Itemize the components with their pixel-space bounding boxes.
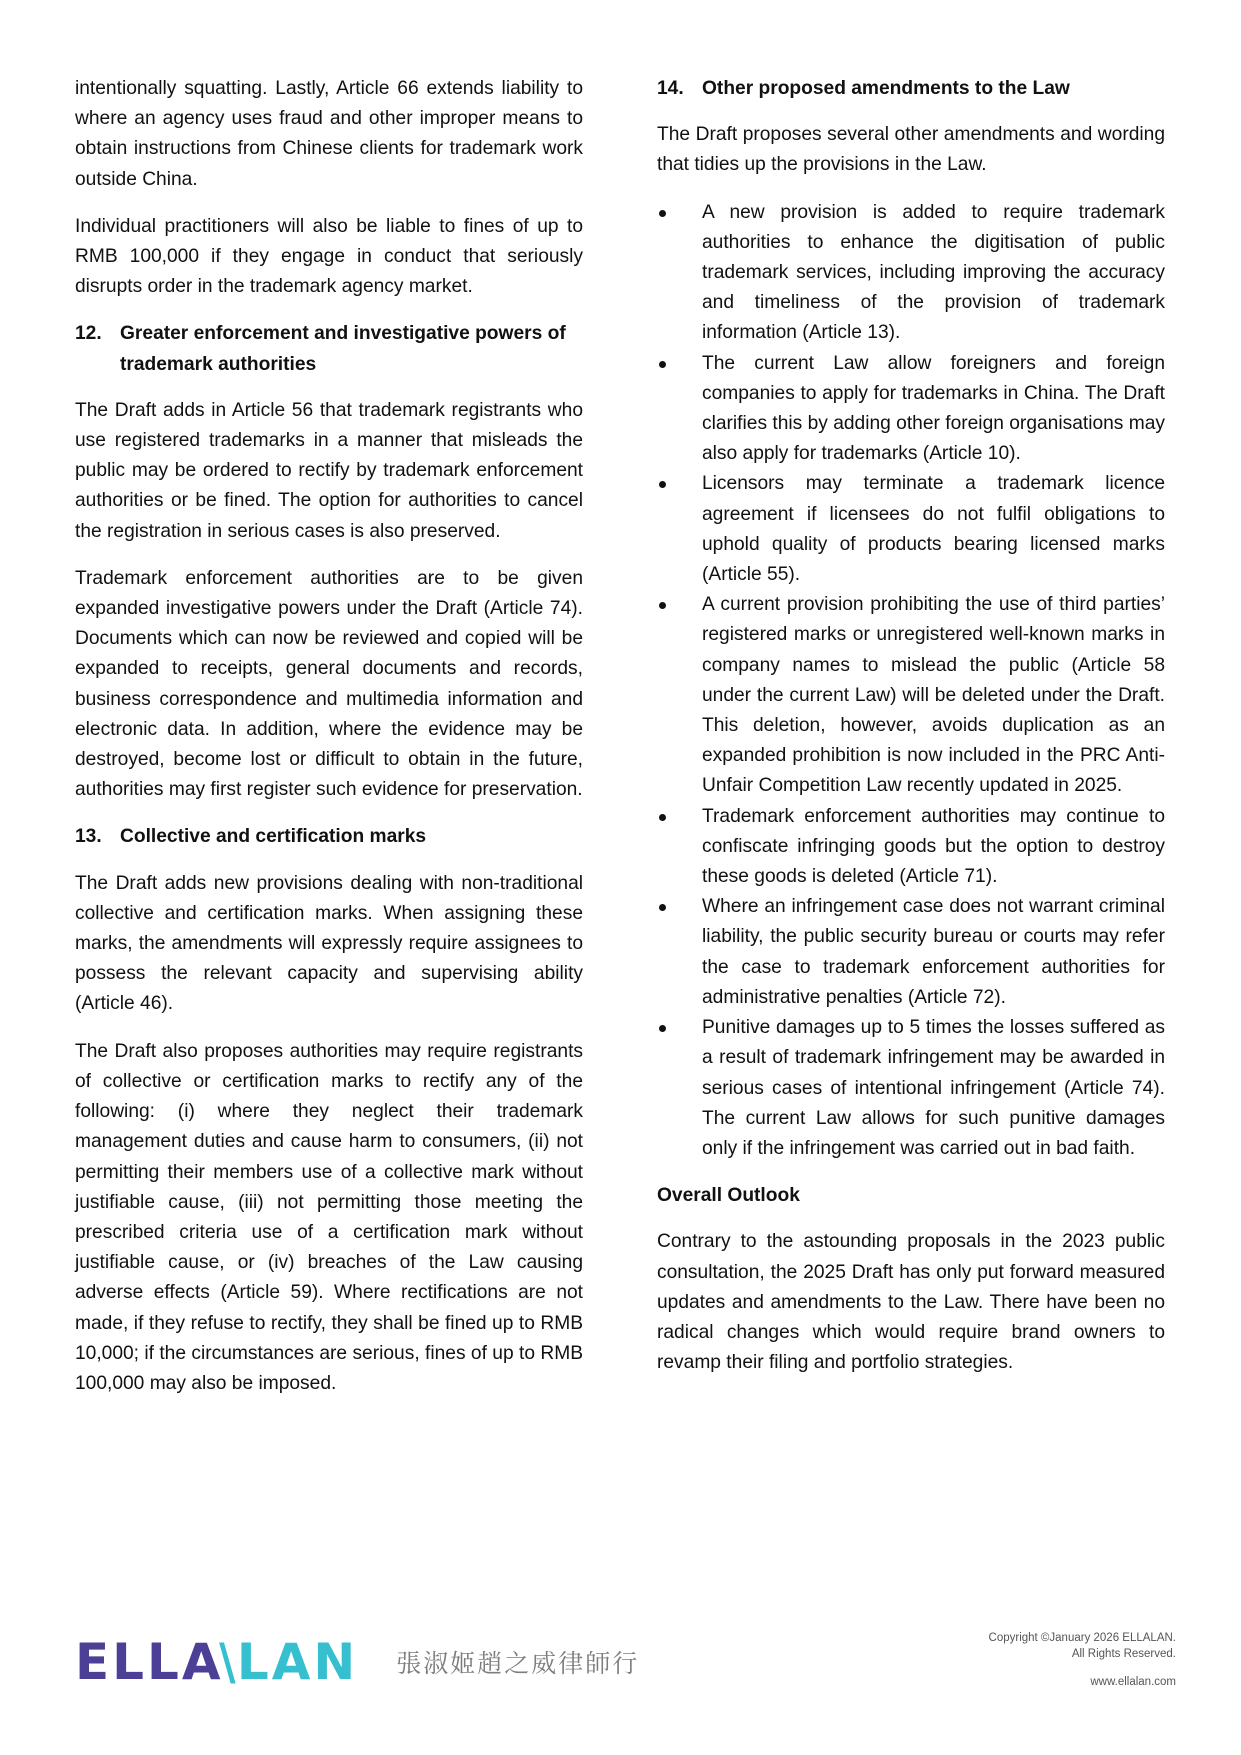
section-number: 12. (75, 323, 102, 345)
list-item: Punitive damages up to 5 times the losses suffered as a result of trademark infringement may be awarded in serious cases of intentional infringement (Article 74). The current Law allows for such punitive damages only if the infringement was carried out in bad faith. (657, 1013, 1165, 1164)
bullet-icon (657, 1013, 702, 1164)
section-heading-12 (75, 319, 583, 379)
section-number: 13. (75, 826, 102, 848)
list-item: A new provision is added to require trademark authorities to enhance the digitisation of public trademark services, including improving the accuracy and timeliness of the provision of trademark information (Article 13). (657, 198, 1165, 349)
paragraph: Trademark enforcement authorities are to be given expanded investigative powers under the Draft (Article 74). Documents which can now be reviewed and copied will be expanded to receipts, general documents and records, business correspondence and multimedia information and electronic data. In addition, where the evidence may be destroyed, become lost or difficult to obtain in the future, authorities may first register such evidence for preservation. (75, 567, 583, 801)
outlook-heading: Overall Outlook (657, 1185, 800, 1207)
logo-ella: ELLA (75, 1633, 224, 1691)
paragraph: intentionally squatting. Lastly, Article 66 extends liability to where an agency uses fraud and other improper means to obtain instructions from Chinese clients for trademark work outside China. (75, 78, 583, 190)
paragraph: The Draft adds new provisions dealing with non-traditional collective and certification marks. When assigning these marks, the amendments will expressly require assignees to possess the relevant capacity and supervising ability (Article 46). (75, 872, 583, 1015)
section-number: 14. (657, 78, 684, 99)
paragraph: The Draft proposes several other amendments and wording that tidies up the provisions in the Law. (657, 124, 1165, 176)
section-title: Greater enforcement and investigative powers of trademark authorities (120, 323, 566, 375)
bullet-icon (657, 802, 702, 893)
amendments-list (657, 198, 1165, 1165)
list-item: Trademark enforcement authorities may continue to confiscate infringing goods but the option to destroy these goods is deleted (Article 71). (657, 802, 1165, 893)
paragraph: The Draft also proposes authorities may require registrants of collective or certification marks to rectify any of the following: (i) where they neglect their trademark management duties and cause harm to consumers, (ii) not permitting their members use of a collective mark without justifiable cause, (iii) not permitting those meeting the prescribed criteria use of a certification mark without justifiable cause, or (iv) breaches of the Law causing adverse effects (Article 59). Where rectifications are not made, if they refuse to rectify, they shall be fined up to RMB 10,000; if the circumstances are serious, fines of up to RMB 100,000 may also be imposed. (75, 1040, 583, 1394)
paragraph: Contrary to the astounding proposals in the 2023 public consultation, the 2025 Draft has only put forward measured updates and amendments to the Law. There have been no radical changes which would require brand owners to revamp their filing and portfolio strategies. (657, 1231, 1165, 1374)
logo-wordmark (75, 1633, 359, 1691)
section-heading-13 (75, 822, 583, 852)
list-item: A current provision prohibiting the use of third parties’ registered marks or unregistered well-known marks in company names to mislead the public (Article 58 under the current Law) will be deleted under the Draft. This deletion, however, avoids duplication as an expanded prohibition is now included in the PRC Anti-Unfair Competition Law recently updated in 2025. (657, 590, 1165, 801)
section-title: Collective and certification marks (120, 826, 427, 848)
left-column (75, 74, 583, 1416)
logo-slash-icon: \ (218, 1633, 238, 1691)
bullet-icon (657, 590, 702, 801)
list-item: Where an infringement case does not warrant criminal liability, the public security bureau or courts may refer the case to trademark enforcement authorities for administrative penalties (Article 72). (657, 892, 1165, 1013)
bullet-icon (657, 892, 702, 1013)
bullet-icon (657, 198, 702, 349)
section-heading-14 (657, 74, 1165, 104)
footer-copyright-block (989, 1630, 1176, 1690)
website-link[interactable]: www.ellalan.com (1090, 1676, 1176, 1688)
paragraph: The Draft adds in Article 56 that trademark registrants who use registered trademarks in a manner that misleads the public may be ordered to rectify by trademark enforcement authorities or be fined. The option for authorities to cancel the registration in serious cases is also preserved. (75, 399, 583, 542)
section-title: Other proposed amendments to the Law (702, 78, 1070, 99)
firm-logo (75, 1633, 640, 1691)
logo-chinese-name: 張淑姬趙之威律師行 (396, 1649, 640, 1678)
copyright-text: Copyright ©January 2026 ELLALAN. (988, 1632, 1176, 1644)
paragraph: Individual practitioners will also be liable to fines of up to RMB 100,000 if they engage in conduct that seriously disrupts order in the trademark agency market. (75, 215, 583, 298)
list-item: The current Law allow foreigners and foreign companies to apply for trademarks in China. The Draft clarifies this by adding other foreign organisations may also apply for trademarks (Article 10). (657, 349, 1165, 470)
right-column (657, 74, 1165, 1395)
bullet-icon (657, 349, 702, 470)
logo-lan: LAN (236, 1633, 359, 1691)
rights-text: All Rights Reserved. (1071, 1648, 1176, 1660)
list-item: Licensors may terminate a trademark licence agreement if licensees do not fulfil obligations to uphold quality of products bearing licensed marks (Article 55). (657, 469, 1165, 590)
bullet-icon (657, 469, 702, 590)
